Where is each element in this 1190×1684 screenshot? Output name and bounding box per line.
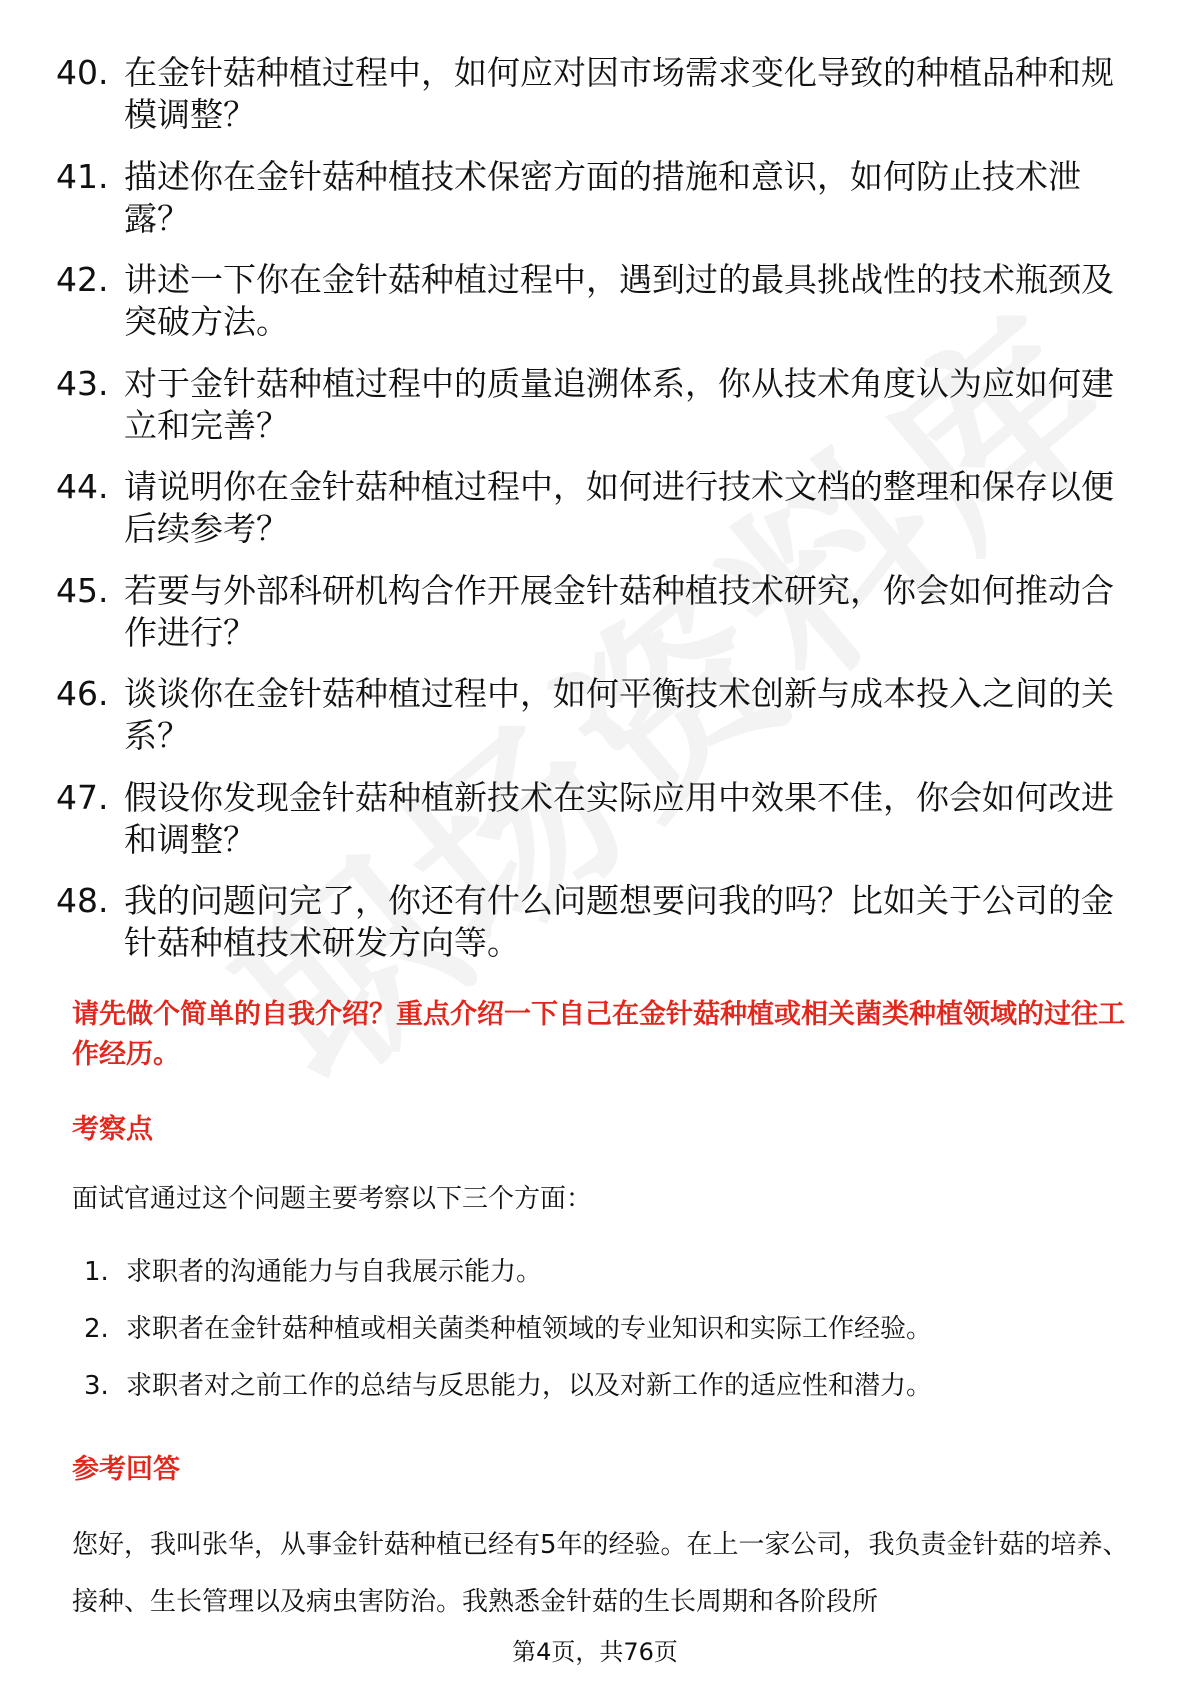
reference-label: 参考回答 xyxy=(72,1454,180,1485)
list-text: 求职者对之前工作的总结与反思能力，以及对新工作的适应性和潜力。 xyxy=(126,1371,933,1401)
question-number: 43. xyxy=(56,363,109,403)
question-number: 41. xyxy=(56,156,109,196)
question-number: 45. xyxy=(56,570,109,610)
question-item xyxy=(56,363,1136,447)
focus-intro: 面试官通过这个问题主要考察以下三个方面： xyxy=(72,1184,593,1214)
question-text: 若要与外部科研机构合作开展金针菇种植技术研究，你会如何推动合作进行？ xyxy=(124,570,1114,652)
question-text: 讲述一下你在金针菇种植过程中，遇到过的最具挑战性的技术瓶颈及突破方法。 xyxy=(124,260,1114,341)
list-item xyxy=(84,1368,1124,1404)
question-item xyxy=(56,52,1136,136)
page-footer: 第4页，共76页 xyxy=(512,1638,678,1666)
focus-list xyxy=(84,1254,1124,1425)
list-text: 求职者的沟通能力与自我展示能力。 xyxy=(126,1257,543,1287)
list-text: 求职者在金针菇种植或相关菌类种植领域的专业知识和实际工作经验。 xyxy=(126,1314,933,1344)
question-item xyxy=(56,777,1136,861)
question-item xyxy=(56,673,1136,757)
reference-answer: 您好，我叫张华，从事金针菇种植已经有5年的经验。在上一家公司，我负责金针菇的培养、接种、生长管理以及病虫害防治。我熟悉金针菇的生长周期和各阶段所 xyxy=(72,1530,1129,1617)
question-item xyxy=(56,156,1136,240)
question-item xyxy=(56,259,1136,343)
question-item xyxy=(56,570,1136,654)
question-text: 我的问题问完了，你还有什么问题想要问我的吗？比如关于公司的金针菇种植技术研发方向等。 xyxy=(124,881,1114,962)
question-text: 对于金针菇种植过程中的质量追溯体系，你从技术角度认为应如何建立和完善？ xyxy=(124,363,1114,445)
question-text: 描述你在金针菇种植技术保密方面的措施和意识，如何防止技术泄露？ xyxy=(124,156,1081,238)
list-number: 3. xyxy=(84,1371,109,1401)
question-number: 46. xyxy=(56,674,109,713)
focus-label: 考察点 xyxy=(72,1114,153,1145)
question-text: 在金针菇种植过程中，如何应对因市场需求变化导致的种植品种和规模调整？ xyxy=(124,53,1114,134)
list-item xyxy=(84,1311,1124,1347)
question-number: 44. xyxy=(56,467,109,506)
question-text: 假设你发现金针菇种植新技术在实际应用中效果不佳，你会如何改进和调整？ xyxy=(124,777,1114,859)
question-text: 谈谈你在金针菇种植过程中，如何平衡技术创新与成本投入之间的关系？ xyxy=(124,674,1114,755)
highlight-question: 请先做个简单的自我介绍？重点介绍一下自己在金针菇种植或相关菌类种植领域的过往工作经历。 xyxy=(72,999,1125,1070)
question-item xyxy=(56,466,1136,550)
question-number: 47. xyxy=(56,777,109,817)
question-number: 40. xyxy=(56,53,109,92)
question-text: 请说明你在金针菇种植过程中，如何进行技术文档的整理和保存以便后续参考？ xyxy=(124,467,1114,548)
question-item xyxy=(56,880,1136,964)
question-number: 42. xyxy=(56,260,109,299)
question-list xyxy=(56,52,1136,984)
list-item xyxy=(84,1254,1124,1290)
list-number: 1. xyxy=(84,1257,109,1287)
question-number: 48. xyxy=(56,881,109,920)
list-number: 2. xyxy=(84,1314,109,1344)
